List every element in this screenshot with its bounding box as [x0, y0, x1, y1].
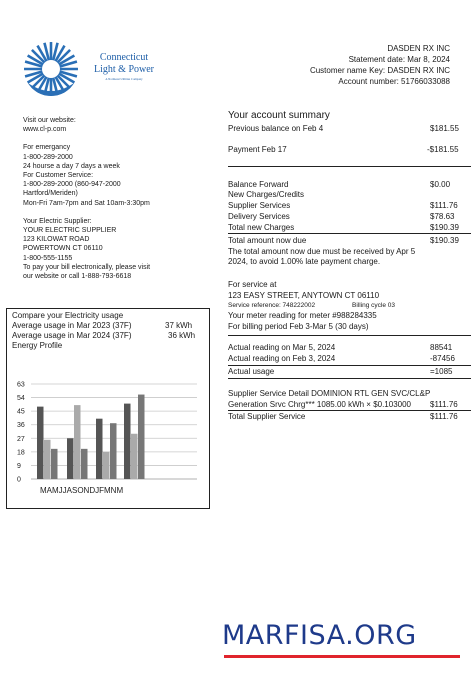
y-tick-label: 9	[17, 462, 21, 470]
usage-bar	[131, 434, 138, 479]
y-tick-label: 54	[17, 395, 25, 403]
usage-bar	[103, 452, 110, 479]
previous-balance-value: $181.55	[430, 124, 459, 133]
header-block	[310, 43, 450, 87]
delivery-services-label: Delivery Services	[228, 212, 290, 221]
total-due-label: Total amount now due	[228, 236, 307, 245]
supplier-address-2: POWERTOWN CT 06110	[23, 245, 103, 253]
reading-feb-label: Actual reading on Feb 3, 2024	[228, 354, 336, 363]
total-due-value: $190.39	[430, 236, 459, 245]
reading-feb-value: -87456	[430, 354, 455, 363]
reading-mar-value: 88541	[430, 343, 453, 352]
actual-usage-value: =1085	[430, 367, 453, 376]
company-tagline: A Northeast Utilities Company	[105, 77, 143, 81]
supplier-services-value: $111.76	[430, 201, 458, 210]
generation-charge-label: Generation Srvc Chrg*** 1085.00 kWh × $0.103000	[228, 400, 412, 409]
sunburst-logo-icon	[22, 40, 80, 98]
usage-2024-label: Average usage in Mar 2024 (37F)	[12, 331, 132, 340]
billing-cycle: Billing cycle 03	[352, 302, 395, 309]
supplier-address-1: 123 KILOWAT ROAD	[23, 236, 90, 244]
service-phone: 1-800-289-2000 (860-947-2000	[23, 181, 121, 189]
y-tick-label: 45	[17, 408, 25, 416]
watermark-text: MARFISA.ORG	[222, 620, 417, 651]
total-new-charges-label: Total new Charges	[228, 223, 295, 232]
supplier-label: Your Electric Supplier:	[23, 217, 92, 225]
divider	[228, 166, 471, 167]
usage-2023-value: 37 kWh	[165, 321, 193, 330]
divider	[228, 365, 471, 366]
balance-forward-value: $0.00	[430, 180, 451, 189]
service-label: For service at	[228, 280, 277, 289]
customer-name-key: Customer name Key: DASDEN RX INC	[309, 66, 450, 75]
total-new-charges-value: $190.39	[430, 223, 459, 232]
usage-bar	[81, 449, 88, 479]
emergency-hours: 24 hourse a day 7 days a week	[23, 162, 120, 170]
usage-bar	[51, 449, 58, 479]
usage-bar	[96, 419, 103, 479]
total-supplier-label: Total Supplier Service	[228, 412, 306, 421]
website-label: Visit our website:	[23, 117, 76, 124]
y-tick-label: 27	[17, 435, 25, 443]
new-charges-label: New Charges/Credits	[228, 190, 305, 199]
usage-comparison-box	[6, 308, 210, 509]
statement-date: Statement date: Mar 8, 2024	[348, 55, 450, 64]
service-reference: Service reference: 748222002	[228, 302, 316, 309]
divider	[228, 233, 471, 234]
payment-label: Payment Feb 17	[228, 145, 287, 154]
y-tick-label: 0	[17, 476, 21, 484]
due-note-1: The total amount now due must be received by Apr 5	[228, 247, 416, 256]
service-hours: Mon-Fri 7am-7pm and Sat 10am-3:30pm	[23, 199, 150, 207]
watermark-underline	[224, 655, 460, 658]
y-tick-label: 63	[17, 381, 25, 389]
customer-name: DASDEN RX INC	[387, 44, 450, 53]
usage-bar	[37, 407, 44, 479]
y-tick-label: 18	[17, 449, 25, 457]
usage-bar	[74, 405, 81, 479]
contact-info	[23, 116, 213, 281]
x-axis-labels: MAMJJASONDJFMNM	[40, 486, 124, 495]
pay-info-2: our website or call 1-888-793-6618	[23, 273, 132, 281]
energy-profile-chart	[7, 354, 207, 504]
usage-bar	[67, 438, 74, 479]
service-phone-2: Hartford/Meriden)	[23, 190, 78, 198]
emergency-label: For emergancy	[23, 144, 71, 152]
energy-profile-label: Energy Profile	[12, 341, 63, 350]
usage-2024-value: 36 kWh	[168, 331, 196, 340]
usage-bar	[138, 395, 145, 479]
actual-usage-label: Actual usage	[228, 367, 275, 376]
usage-2023-label: Average usage in Mar 2023 (37F)	[12, 321, 132, 330]
supplier-name: YOUR ELECTRIC SUPPLIER	[23, 227, 117, 235]
supplier-detail: Supplier Service Detail DOMINION RTL GEN SVC/CL&P	[228, 389, 431, 398]
reading-mar-label: Actual reading on Mar 5, 2024	[228, 343, 336, 352]
account-number: Account number: 51766033088	[338, 77, 450, 86]
previous-balance-label: Previous balance on Feb 4	[228, 124, 324, 133]
delivery-services-value: $78.63	[430, 212, 455, 221]
company-name-line2: Light & Power	[94, 64, 154, 75]
service-address: 123 EASY STREET, ANYTOWN CT 06110	[228, 291, 380, 300]
usage-box-title: Compare your Electricity usage	[12, 311, 124, 320]
total-supplier-value: $111.76	[430, 412, 458, 421]
meter-number: Your meter reading for meter #988284335	[228, 311, 377, 320]
service-label: For Customer Service:	[23, 172, 94, 180]
emergency-phone: 1-800-289-2000	[23, 153, 73, 161]
divider	[228, 335, 471, 336]
generation-charge-value: $111.76	[430, 400, 458, 409]
website-link[interactable]: www.cl-p.com	[23, 126, 67, 134]
usage-bar	[110, 423, 117, 479]
company-logo	[22, 40, 192, 100]
balance-forward-label: Balance Forward	[228, 180, 289, 189]
summary-title: Your account summary	[228, 110, 330, 121]
payment-value: -$181.55	[427, 145, 459, 154]
divider	[228, 378, 471, 379]
usage-bar	[44, 440, 51, 479]
divider	[228, 410, 471, 411]
company-name-line1: Connecticut	[99, 52, 149, 63]
usage-bar	[124, 404, 131, 479]
supplier-services-label: Supplier Services	[228, 201, 291, 210]
supplier-phone: 1-800-555-1155	[23, 254, 73, 262]
billing-period: For billing period Feb 3-Mar 5 (30 days)	[228, 322, 369, 331]
due-note-2: 2024, to avoid 1.00% late payment charge.	[228, 257, 381, 266]
pay-info-1: To pay your bill electronically, please visit	[23, 263, 151, 271]
y-tick-label: 36	[17, 422, 25, 430]
